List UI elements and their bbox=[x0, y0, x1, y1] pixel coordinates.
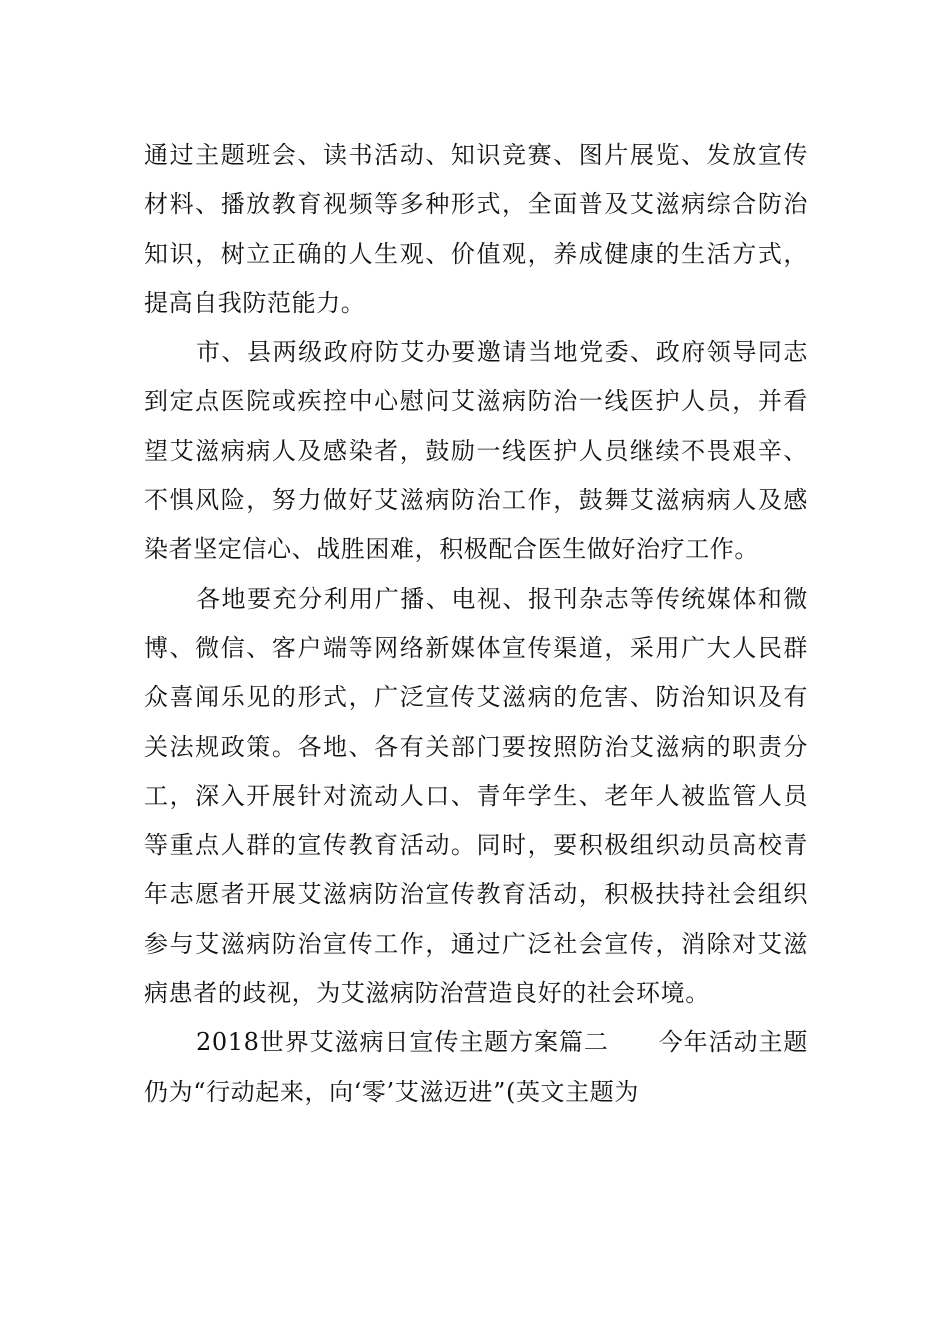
document-body bbox=[144, 131, 808, 1117]
paragraph-plan-two-heading: 2018世界艾滋病日宣传主题方案篇二 今年活动主题仍为“行动起来，向‘零’艾滋迈进”(英文主题为 bbox=[144, 1028, 808, 1106]
paragraph-media-publicity: 各地要充分利用广播、电视、报刊杂志等传统媒体和微博、微信、客户端等网络新媒体宣传渠道，采用广大人民群众喜闻乐见的形式，广泛宣传艾滋病的危害、防治知识及有关法规政策。各地、各有关部门要按照防治艾滋病的职责分工，深入开展针对流动人口、青年学生、老年人被监管人员等重点人群的宣传教育活动。同时，要积极组织动员高校青年志愿者开展艾滋病防治宣传教育活动，积极扶持社会组织参与艾滋病防治宣传工作，通过广泛社会宣传，消除对艾滋病患者的歧视，为艾滋病防治营造良好的社会环境。 bbox=[144, 584, 808, 1008]
paragraph-government-visits: 市、县两级政府防艾办要邀请当地党委、政府领导同志到定点医院或疾控中心慰问艾滋病防治一线医护人员，并看望艾滋病病人及感染者，鼓励一线医护人员继续不畏艰辛、不惧风险，努力做好艾滋病防治工作，鼓舞艾滋病病人及感染者坚定信心、战胜困难，积极配合医生做好治疗工作。 bbox=[144, 338, 808, 564]
paragraph-activities-continuation: 通过主题班会、读书活动、知识竞赛、图片展览、发放宣传材料、播放教育视频等多种形式，全面普及艾滋病综合防治知识，树立正确的人生观、价值观，养成健康的生活方式，提高自我防范能力。 bbox=[144, 141, 808, 317]
